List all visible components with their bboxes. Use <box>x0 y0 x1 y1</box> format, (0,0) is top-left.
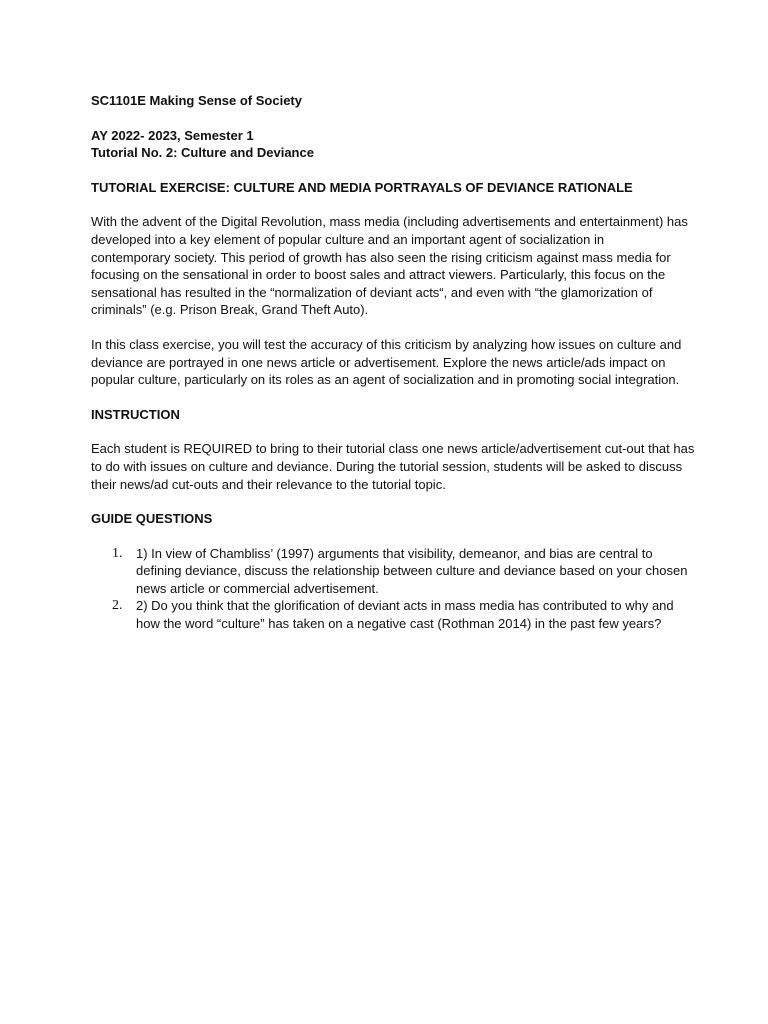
question-text-line: how the word “culture” has taken on a negative cast (Rothman 2014) in the past few years? <box>136 616 662 632</box>
text-line: their news/ad cut-outs and their relevance to the tutorial topic. <box>91 476 446 492</box>
question-text-line: 1) In view of Chambliss’ (1997) arguments that visibility, demeanor, and bias are central to <box>136 545 653 561</box>
course-title: SC1101E Making Sense of Society <box>91 93 302 108</box>
text-line: Each student is REQUIRED to bring to their tutorial class one news article/advertisement cut-out that has <box>91 441 695 457</box>
tutorial-line: Tutorial No. 2: Culture and Deviance <box>91 145 314 161</box>
instruction-heading: INSTRUCTION <box>91 406 180 422</box>
question-number: 2. <box>112 598 123 614</box>
text-line: contemporary society. This period of growth has also seen the rising criticism against mass media for <box>91 249 671 265</box>
rationale-paragraph-2 <box>91 336 691 389</box>
question-text-line: defining deviance, discuss the relationship between culture and deviance based on your chosen <box>136 563 688 579</box>
question-item <box>91 597 691 632</box>
text-line: focusing on the sensational in order to boost sales and attract viewers. Particularly, this focus on the <box>91 267 666 283</box>
instruction-paragraph <box>91 440 695 493</box>
text-line: popular culture, particularly on its roles as an agent of socialization and in promoting social integration. <box>91 372 680 388</box>
question-item <box>91 545 691 598</box>
exercise-title: TUTORIAL EXERCISE: CULTURE AND MEDIA PORTRAYALS OF DEVIANCE RATIONALE <box>91 179 633 195</box>
text-line: sensational has resulted in the “normalization of deviant acts“, and even with “the glamorization of <box>91 284 653 300</box>
text-line: criminals” (e.g. Prison Break, Grand Theft Auto). <box>91 302 369 318</box>
document-body <box>91 92 695 633</box>
rationale-paragraph-1 <box>91 213 691 319</box>
text-line: deviance are portrayed in one news article or advertisement. Explore the news article/ads impact on <box>91 354 666 370</box>
text-line: With the advent of the Digital Revolution, mass media (including advertisements and entertainment) has <box>91 214 688 230</box>
term-line: AY 2022- 2023, Semester 1 <box>91 127 254 143</box>
question-text-line: news article or commercial advertisement. <box>136 580 379 596</box>
guide-questions-list <box>91 545 691 633</box>
guide-questions-heading: GUIDE QUESTIONS <box>91 511 213 527</box>
text-line: In this class exercise, you will test the accuracy of this criticism by analyzing how issues on culture and <box>91 336 682 352</box>
question-number: 1. <box>112 545 123 561</box>
text-line: to do with issues on culture and deviance. During the tutorial session, students will be asked to discuss <box>91 458 683 474</box>
text-line: developed into a key element of popular culture and an important agent of socialization in <box>91 231 605 247</box>
term-block <box>91 127 691 162</box>
question-text-line: 2) Do you think that the glorification of deviant acts in mass media has contributed to why and <box>136 598 674 614</box>
